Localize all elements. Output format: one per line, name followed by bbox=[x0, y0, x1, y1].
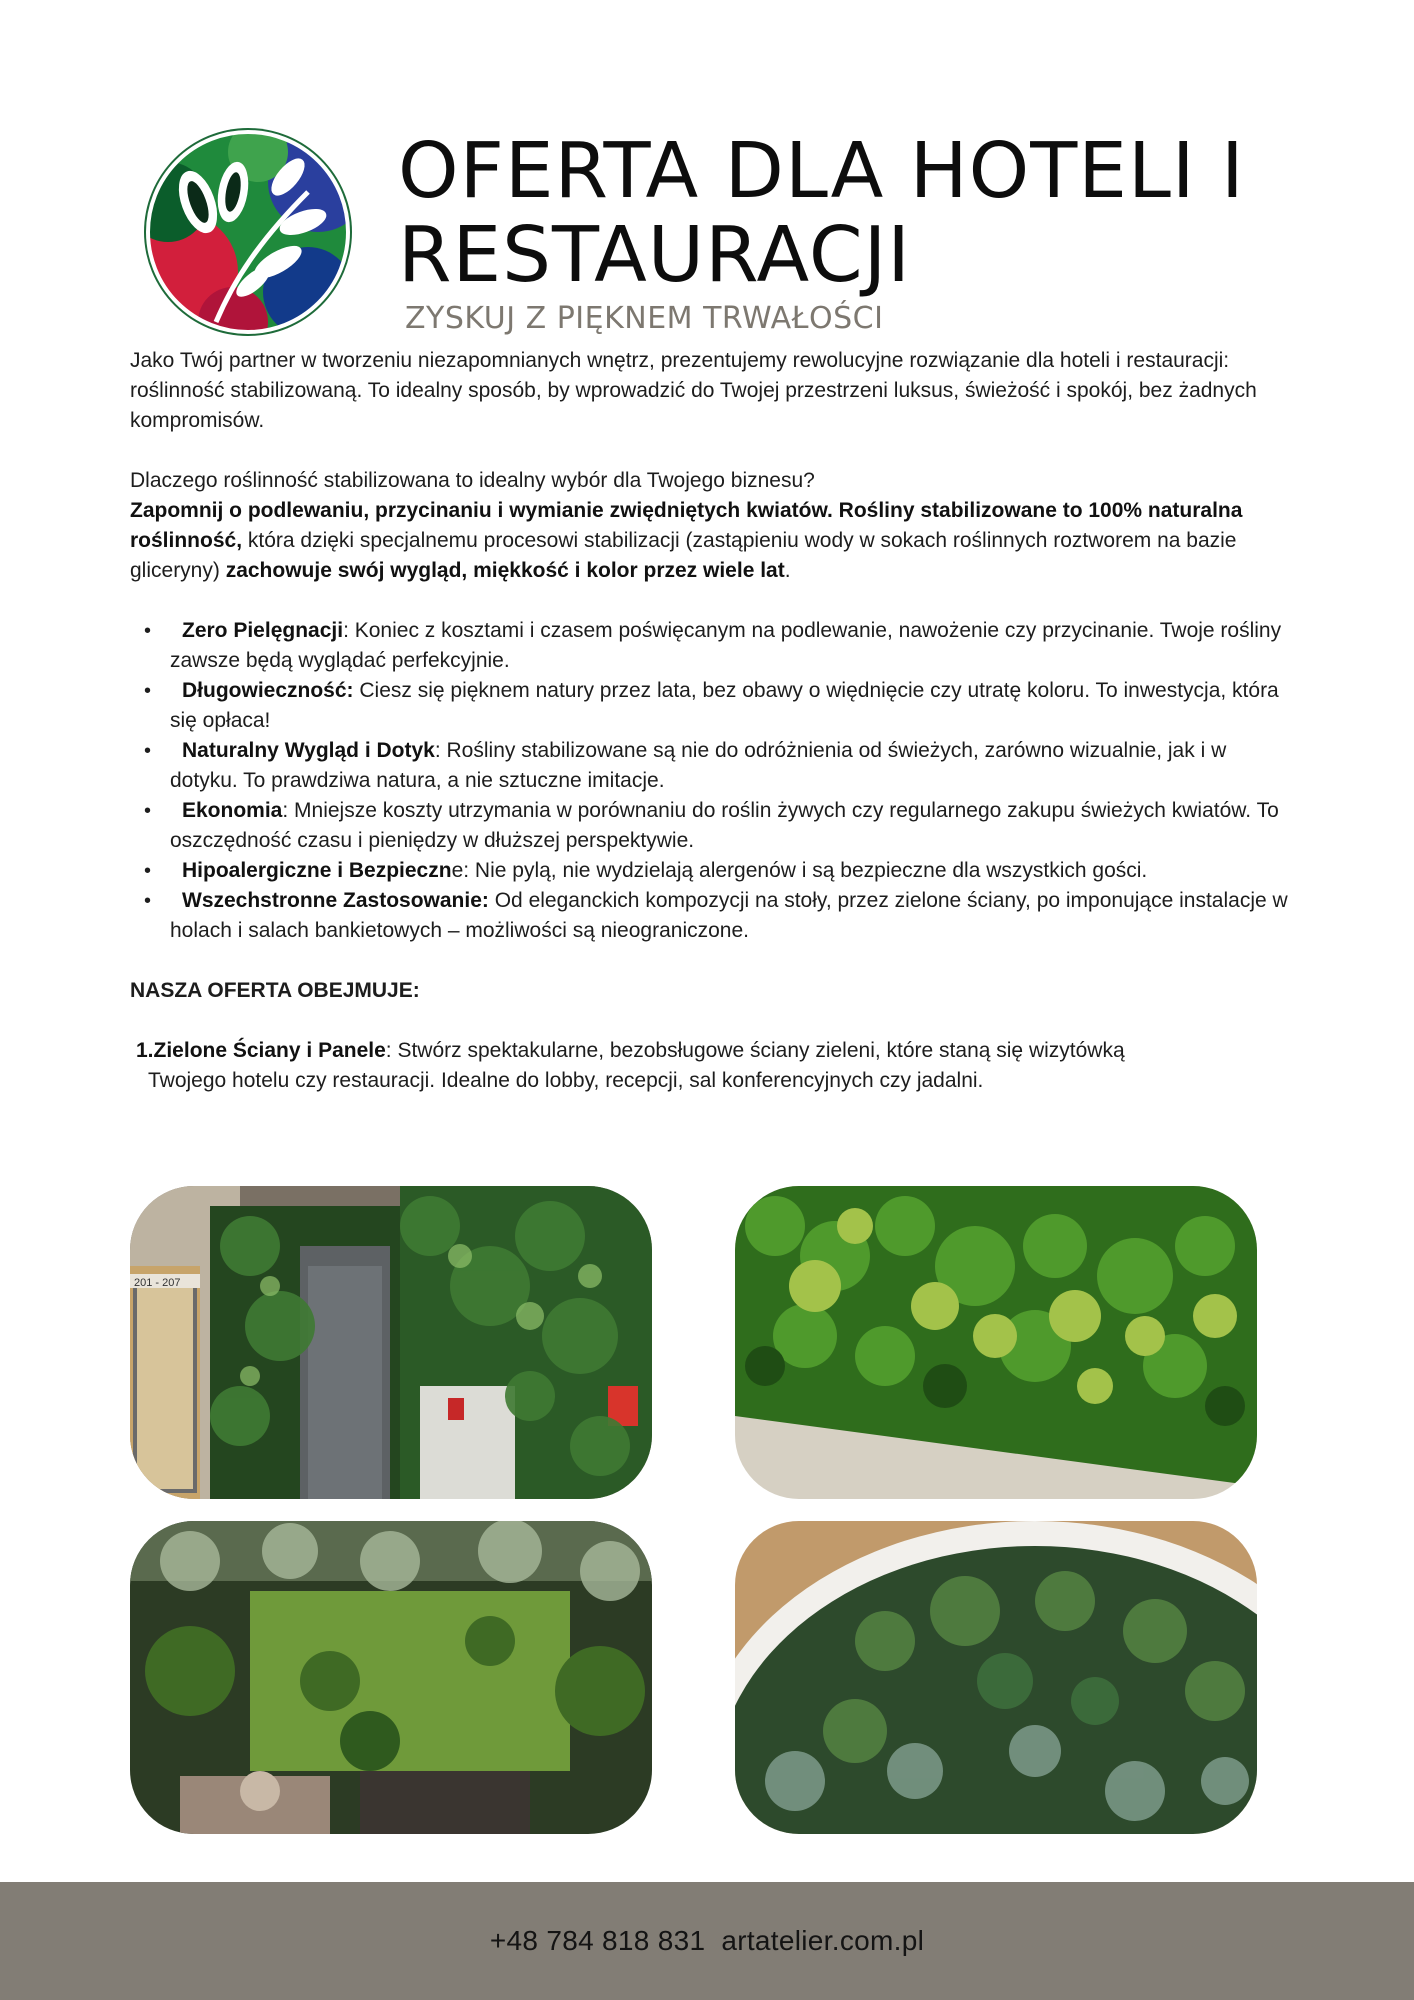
list-item bbox=[130, 676, 1290, 736]
page-subtitle: ZYSKUJ Z PIĘKNEM TRWAŁOŚCI bbox=[405, 301, 884, 336]
offer-item-lead: 1.Zielone Ściany i Panele bbox=[136, 1039, 386, 1062]
intro-question: Dlaczego roślinność stabilizowana to idealny wybór dla Twojego biznesu? bbox=[130, 469, 815, 492]
bullet-icon: • bbox=[144, 740, 152, 762]
benefit-text: : Mniejsze koszty utrzymania w porównaniu do roślin żywych czy regularnego zakupu świeżych kwiatów. To oszczędność czasu i pieniędzy w dłuższej perspektywie. bbox=[170, 799, 1279, 852]
offer-item-text-b: Twojego hotelu czy restauracji. Idealne do lobby, recepcji, sal konferencyjnych czy jadalni. bbox=[148, 1069, 984, 1092]
photo-lobby-green-wall bbox=[130, 1186, 652, 1499]
list-item bbox=[130, 616, 1290, 676]
intro-normal-1: która dzięki specjalnemu procesowi stabilizacji (zastąpieniu wody w sokach roślinnych roztworem na bazie gliceryny) bbox=[130, 529, 1237, 582]
footer-bar bbox=[0, 1882, 1414, 2000]
benefit-lead: Ekonomia bbox=[182, 799, 283, 822]
list-item bbox=[130, 736, 1290, 796]
benefit-lead: Zero Pielęgnacji bbox=[182, 619, 344, 642]
intro-end: . bbox=[784, 559, 791, 582]
benefits-list bbox=[130, 616, 1290, 946]
phone-number[interactable]: +48 784 818 831 bbox=[489, 1925, 706, 1956]
benefit-text: Od eleganckich kompozycji na stoły, przez zielone ściany, po imponujące instalacje w holach i salach bankietowych – możliwości są nieograniczone. bbox=[170, 889, 1288, 942]
bullet-icon: • bbox=[144, 860, 152, 882]
title-line-1: OFERTA DLA HOTELI I bbox=[398, 127, 1245, 216]
offer-item-text-a: : Stwórz spektakularne, bezobsługowe ściany zieleni, które staną się wizytówką bbox=[385, 1039, 1125, 1062]
door-sign-text: 201 - 207 bbox=[134, 1277, 181, 1289]
intro-details bbox=[130, 496, 1290, 586]
intro-paragraph: Jako Twój partner w tworzeniu niezapomnianych wnętrz, prezentujemy rewolucyjne rozwiązanie dla hoteli i restauracji: roślinność stabilizowaną. To idealny sposób, by wprowadzić do Twojej przestrzeni luksus, świeżość i spokój, bez żadnych kompromisów. bbox=[130, 349, 1257, 432]
contact-info bbox=[0, 1882, 1414, 2000]
list-item bbox=[130, 856, 1290, 886]
bullet-icon: • bbox=[144, 800, 152, 822]
benefit-lead: Wszechstronne Zastosowanie: bbox=[182, 889, 489, 912]
list-item bbox=[130, 796, 1290, 856]
benefit-text: Ciesz się pięknem natury przez lata, bez obawy o więdnięcie czy utratę koloru. To inwestycja, która się opłaca! bbox=[170, 679, 1279, 732]
offer-heading: NASZA OFERTA OBEJMUJE: bbox=[130, 979, 420, 1002]
benefit-text: e: Nie pylą, nie wydzielają alergenów i są bezpieczne dla wszystkich gości. bbox=[451, 859, 1148, 882]
benefit-lead: Długowieczność: bbox=[182, 679, 354, 702]
bullet-icon: • bbox=[144, 680, 152, 702]
benefit-lead: Naturalny Wygląd i Dotyk bbox=[182, 739, 435, 762]
offer-item-1 bbox=[130, 1036, 1290, 1096]
bullet-icon: • bbox=[144, 620, 152, 642]
benefit-text: : Koniec z kosztami i czasem poświęcanym na podlewanie, nawożenie czy przycinanie. Twoje rośliny zawsze będą wyglądać perfekcyjnie. bbox=[170, 619, 1282, 672]
document-body bbox=[130, 346, 1290, 1096]
photo-moss-wall bbox=[735, 1186, 1257, 1499]
intro-bold-2: zachowuje swój wygląd, miękkość i kolor przez wiele lat bbox=[225, 559, 785, 582]
benefit-lead: Hipoalergiczne i Bezpieczn bbox=[182, 859, 452, 882]
page-title bbox=[398, 127, 1245, 300]
brand-logo bbox=[138, 122, 358, 342]
benefit-text: : Rośliny stabilizowane są nie do odróżnienia od świeżych, zarówno wizualnie, jak i w dotyku. To prawdziwa natura, a nie sztuczne imitacje. bbox=[170, 739, 1227, 792]
photo-round-plant-installation bbox=[735, 1521, 1257, 1834]
intro-bold-1: Zapomnij o podlewaniu, przycinaniu i wymianie zwiędniętych kwiatów. Rośliny stabilizowane to 100% naturalna roślinność, bbox=[130, 499, 1243, 552]
website-link[interactable]: artatelier.com.pl bbox=[721, 1925, 925, 1956]
bullet-icon: • bbox=[144, 890, 152, 912]
title-line-2: RESTAURACJI bbox=[398, 211, 912, 300]
photo-restaurant-plant-wall bbox=[130, 1521, 652, 1834]
list-item bbox=[130, 886, 1290, 946]
